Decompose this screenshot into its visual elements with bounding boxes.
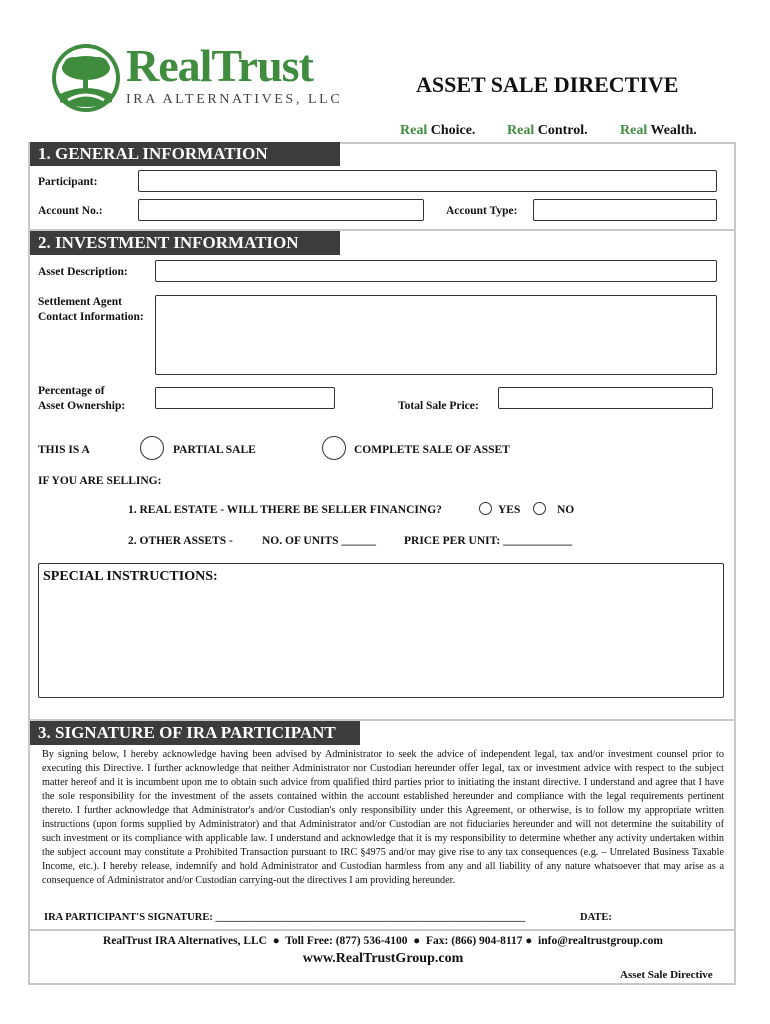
account-type-field[interactable] [533, 199, 717, 221]
form-title: ASSET SALE DIRECTIVE [416, 72, 679, 97]
percentage-label-2: Asset Ownership: [38, 400, 126, 412]
tagline-choice: Real Choice. [400, 123, 476, 138]
footer-contact: RealTrust IRA Alternatives, LLC ● Toll Free: (877) 536-4100 ● Fax: (866) 904-8117 ● info@realtrustgroup.com [103, 935, 663, 947]
complete-sale-radio[interactable] [322, 436, 346, 460]
participant-field[interactable] [138, 170, 717, 192]
tagline-wealth: Real Wealth. [620, 123, 697, 138]
total-sale-price-label: Total Sale Price: [398, 400, 479, 412]
complete-sale-label: COMPLETE SALE OF ASSET [354, 444, 510, 456]
settlement-agent-field[interactable] [155, 295, 717, 375]
footer-divider [30, 929, 736, 931]
account-no-field[interactable] [138, 199, 424, 221]
tagline-control: Real Control. [507, 123, 588, 138]
seller-financing-yes-label: YES [498, 504, 521, 516]
partial-sale-label: PARTIAL SALE [173, 444, 256, 456]
section1-title: 1. GENERAL INFORMATION [30, 142, 340, 166]
section2-title: 2. INVESTMENT INFORMATION [30, 231, 340, 255]
date-label: DATE: [580, 912, 612, 923]
percentage-ownership-field[interactable] [155, 387, 335, 409]
settlement-label-2: Contact Information: [38, 311, 144, 323]
section3-title: 3. SIGNATURE OF IRA PARTICIPANT [30, 721, 360, 745]
other-assets-label: 2. OTHER ASSETS - [128, 535, 233, 547]
logo-subtitle: IRA ALTERNATIVES, LLC [126, 92, 343, 107]
percentage-label-1: Percentage of [38, 385, 105, 397]
special-instructions-title: SPECIAL INSTRUCTIONS: [43, 569, 218, 584]
logo [50, 40, 360, 116]
partial-sale-radio[interactable] [140, 436, 164, 460]
settlement-label-1: Settlement Agent [38, 296, 122, 308]
price-per-unit-field[interactable]: PRICE PER UNIT: ____________ [404, 535, 573, 547]
account-no-label: Account No.: [38, 205, 103, 217]
account-type-label: Account Type: [446, 205, 518, 217]
this-is-a-label: THIS IS A [38, 444, 90, 456]
tree-logo-icon [50, 42, 122, 114]
footer-website[interactable]: www.RealTrustGroup.com [302, 951, 464, 966]
asset-description-field[interactable] [155, 260, 717, 282]
no-of-units-field[interactable]: NO. OF UNITS ______ [262, 535, 376, 547]
seller-financing-yes-radio[interactable] [479, 502, 492, 515]
seller-financing-no-label: NO [557, 504, 575, 516]
footer-form-name: Asset Sale Directive [620, 969, 713, 981]
seller-financing-no-radio[interactable] [533, 502, 546, 515]
asset-description-label: Asset Description: [38, 266, 128, 278]
participant-label: Participant: [38, 176, 98, 188]
if-selling-label: IF YOU ARE SELLING: [38, 475, 162, 487]
total-sale-price-field[interactable] [498, 387, 713, 409]
logo-name: RealTrust [126, 40, 313, 91]
real-estate-question: 1. REAL ESTATE - WILL THERE BE SELLER FINANCING? [128, 504, 442, 516]
acknowledgement-paragraph: By signing below, I hereby acknowledge having been advised by Administrator to seek the advice of independent legal, tax and/or investment counsel prior to executing this Directive. I further acknowledge that neither Administrator nor Custodian hereunder offer legal, tax or investment advice with respect to the subject matter hereof and it is incumbent upon me to obtain such advice from qualified third parties prior to initiating the instant directive. I understand and agree that I have the sole responsibility for the investment of the assets contained within the account established hereunder and compliance with the legal requirements pertinent thereto. I further acknowledge that Administrator's and/or Custodian's only responsibility under this Agreement, or otherwise, is to follow my appropriate written instructions (upon forms supplied by Administrator) and that Administrator and/or Custodian are not fiduciaries hereunder and will not determine the suitability of such investment or its compliance with applicable law. I understand and acknowledge that it is my responsibility to determine whether any activity undertaken within the subject account may constitute a Prohibited Transaction pursuant to IRC §4975 and/or may give rise to any tax consequences (e.g. – Unrelated Business Taxable Income, etc.). I hereby release, indemnify and hold Administrator and Custodian harmless from any and all liability of any nature whatsoever that may arise as a consequence of Administrator and/or Custodian carrying-out the directives I am providing hereunder. [42, 749, 724, 886]
signature-line[interactable]: IRA PARTICIPANT'S SIGNATURE: ___________________________________________________________ [44, 912, 526, 923]
